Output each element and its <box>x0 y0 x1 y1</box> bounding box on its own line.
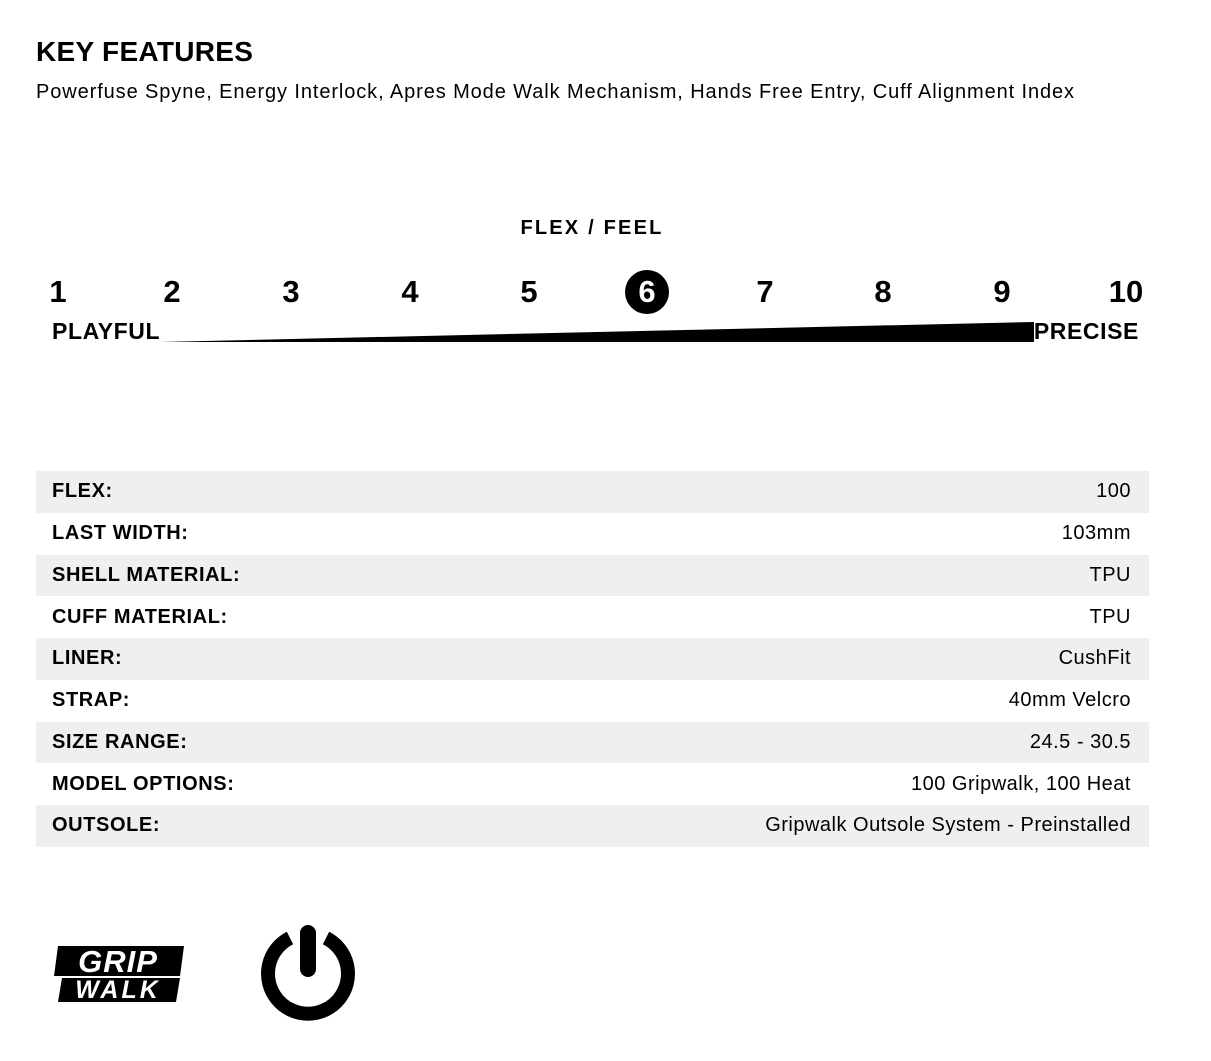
flex-scale-number: 9 <box>993 274 1011 309</box>
spec-value: TPU <box>1089 605 1131 628</box>
spec-label: STRAP: <box>52 689 131 712</box>
spec-value: 103mm <box>1061 522 1131 545</box>
spec-value: CushFit <box>1058 647 1131 670</box>
spec-row <box>36 596 1149 638</box>
key-features-title: KEY FEATURES <box>36 36 254 67</box>
spec-label: CUFF MATERIAL: <box>52 605 228 628</box>
spec-label: LINER: <box>52 647 123 670</box>
spec-row <box>36 555 1149 597</box>
flex-scale-number: 7 <box>756 274 774 309</box>
flex-scale-number: 2 <box>163 274 181 309</box>
spec-row <box>36 805 1149 847</box>
spec-label: MODEL OPTIONS: <box>52 772 235 795</box>
spec-value: Gripwalk Outsole System - Preinstalled <box>765 814 1131 837</box>
flex-scale-number: 1 <box>49 274 67 309</box>
flex-scale-number: 3 <box>282 274 300 309</box>
spec-label: SHELL MATERIAL: <box>52 563 241 586</box>
gripwalk-logo-line1: GRIP <box>78 944 158 979</box>
spec-value: 40mm Velcro <box>1008 689 1131 712</box>
playful-label: PLAYFUL <box>52 318 161 344</box>
flex-scale-number: 5 <box>520 274 538 309</box>
key-features-text: Powerfuse Spyne, Energy Interlock, Apres Mode Walk Mechanism, Hands Free Entry, Cuff Alignment Index <box>36 81 1075 103</box>
gripwalk-logo <box>52 944 184 1006</box>
spec-row <box>36 680 1149 722</box>
precise-label: PRECISE <box>1033 318 1139 344</box>
flex-scale-number: 10 <box>1108 274 1144 309</box>
spec-value: 100 Gripwalk, 100 Heat <box>910 772 1131 795</box>
power-button-icon <box>255 919 361 1025</box>
spec-value: 100 <box>1096 480 1131 503</box>
flex-scale-number: 6 <box>625 270 669 314</box>
spec-label: OUTSOLE: <box>52 814 161 837</box>
specs-table <box>36 471 1149 847</box>
spec-label: LAST WIDTH: <box>52 522 189 545</box>
flex-feel-label: FLEX / FEEL <box>520 217 664 239</box>
spec-row <box>36 722 1149 764</box>
gripwalk-logo-line2: WALK <box>75 976 161 1004</box>
spec-row <box>36 513 1149 555</box>
spec-row <box>36 763 1149 805</box>
spec-value: 24.5 - 30.5 <box>1029 730 1131 753</box>
spec-row <box>36 471 1149 513</box>
spec-row <box>36 638 1149 680</box>
spec-label: FLEX: <box>52 480 113 503</box>
flex-scale-number: 8 <box>874 274 892 309</box>
flex-scale-number: 4 <box>401 274 419 309</box>
spec-value: TPU <box>1089 563 1131 586</box>
spec-label: SIZE RANGE: <box>52 730 188 753</box>
flex-scale-wedge <box>160 322 1034 343</box>
